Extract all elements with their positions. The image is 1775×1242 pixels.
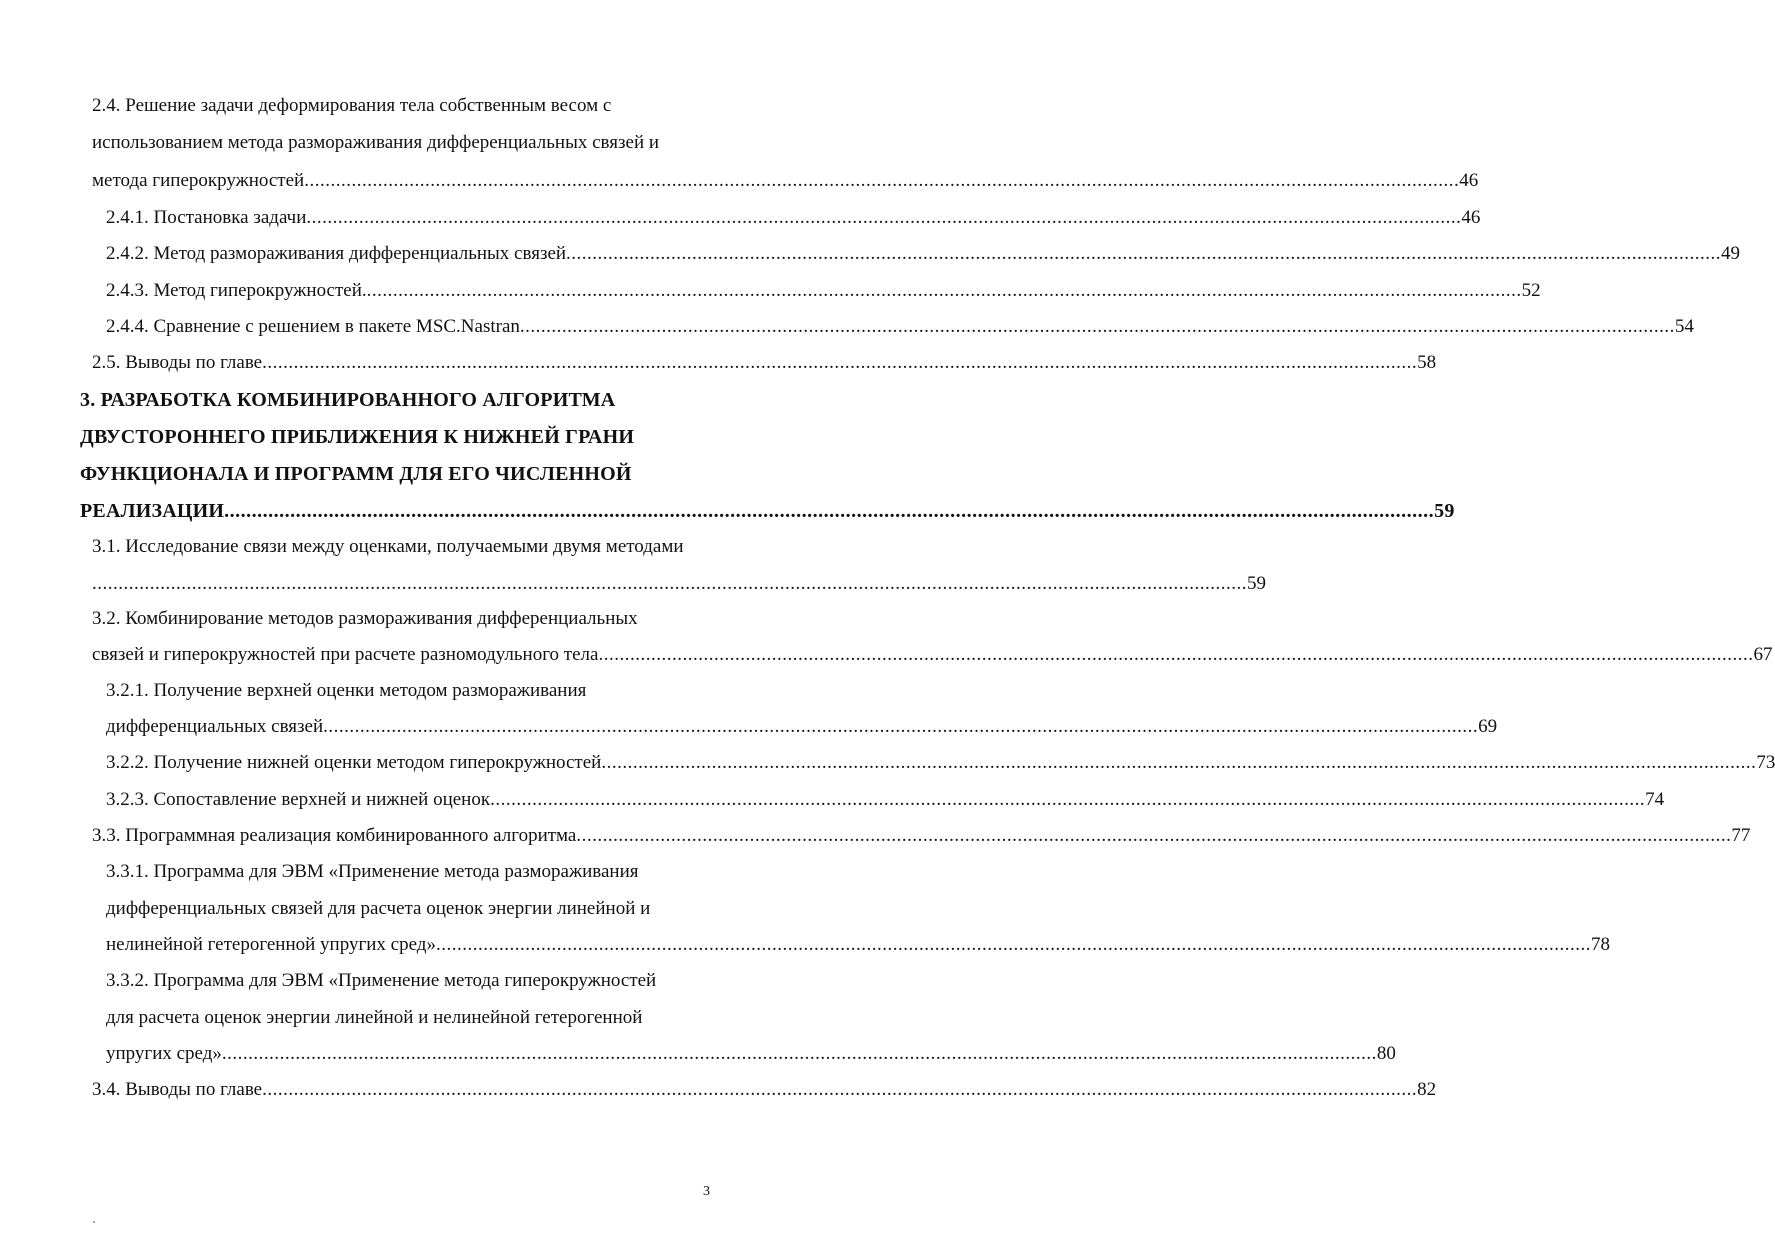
toc-entry-3-1-line1 [0,529,798,565]
toc-chapter-3-line1 [0,382,798,418]
dot-leader: ............................................................................................................................................................................................................................ [601,752,1757,773]
toc-entry-text: 3.2.1. Получение верхней оценки методом размораживания [106,680,587,701]
toc-entry-text: 2.4.1. Постановка задачи [106,207,307,228]
toc-entry-text: использованием метода размораживания дифференциальных связей и [92,132,660,153]
toc-entry-3-3-2-line1 [0,963,798,999]
toc-entry-text: дифференциальных связей для расчета оценок энергии линейной и [106,898,651,919]
toc-page-number: 52 [1521,280,1541,301]
dot-leader: ............................................................................................................................................................................................................................ [366,280,1522,301]
toc-entry-text: нелинейной гетерогенной упругих сред» [106,934,436,955]
toc-page-number: 77 [1731,825,1751,846]
scan-speck [93,1221,95,1223]
toc-page-number: 49 [1721,243,1741,264]
toc-entry-text: 2.4.4. Сравнение с решением в пакете MSC.Nastran [106,316,520,337]
toc-entry-3-3-2-line3[interactable] [0,1036,1396,1072]
toc-entry-3-3-1-line1 [0,854,798,890]
toc-entry-text: связей и гиперокружностей при расчете разномодульного тела [92,644,599,665]
toc-entry-3-2-3[interactable] [0,782,1665,818]
dot-leader: ............................................................................................................................................................................................................................ [262,352,1418,373]
toc-entry-text: 3.4. Выводы по главе [92,1079,263,1100]
toc-entry-text: 3.2.2. Получение нижней оценки методом гиперокружностей [106,752,602,773]
toc-entry-3-2-line2[interactable] [0,637,1773,673]
chapter-title: РЕАЛИЗАЦИИ [80,500,225,522]
toc-entry-3-1-line2[interactable] [0,566,1266,602]
toc-page-number: 54 [1674,316,1694,337]
toc-entry-3-3-1-line3[interactable] [0,927,1610,963]
toc-entry-2-4-line2 [0,125,798,161]
toc-entry-text: 3.3. Программная реализация комбинированного алгоритма [92,825,577,846]
dot-leader: ............................................................................................................................................................................................................................ [323,716,1479,737]
toc-page-number: 46 [1461,207,1481,228]
toc-chapter-3-line3 [0,456,798,492]
toc-entry-3-2-1-line2[interactable] [0,709,1498,745]
toc-entry-3-2-2[interactable] [0,745,1775,781]
chapter-title: ФУНКЦИОНАЛА И ПРОГРАММ ДЛЯ ЕГО ЧИСЛЕННОЙ [80,463,632,485]
toc-page-number: 80 [1376,1043,1396,1064]
toc-entry-text: 2.5. Выводы по главе [92,352,263,373]
toc-entry-2-4-4[interactable] [0,309,1694,345]
toc-entry-text: упругих сред» [106,1043,222,1064]
toc-entry-text: 3.3.1. Программа для ЭВМ «Применение метода размораживания [106,861,639,882]
toc-page-number: 59 [1247,573,1266,594]
toc-page-number: 74 [1645,789,1665,810]
dot-leader: ............................................................................................................................................................................................................................ [566,243,1722,264]
dot-leader: ............................................................................................................................................................................................................................ [490,789,1646,810]
toc-entry-text: 2.4.3. Метод гиперокружностей. [106,280,367,301]
toc-entry-text: 3.2. Комбинирование методов размораживания дифференциальных [92,608,638,629]
dot-leader: ............................................................................................................................................................................................................................ [576,825,1732,846]
toc-entry-3-3-2-line2 [0,1000,798,1036]
toc-page-number: 82 [1417,1079,1437,1100]
toc-entry-text: 2.4.2. Метод размораживания дифференциальных связей [106,243,567,264]
toc-entry-2-5[interactable] [0,345,1437,381]
dot-leader: ............................................................................................................................................................................................................................ [519,316,1675,337]
chapter-title: ДВУСТОРОННЕГО ПРИБЛИЖЕНИЯ К НИЖНЕЙ ГРАНИ [80,426,635,448]
toc-entry-2-4-line3[interactable] [0,163,1479,199]
toc-entry-3-4[interactable] [0,1072,1437,1108]
toc-entry-3-3[interactable] [0,818,1751,854]
toc-page-number: 46 [1459,170,1479,191]
toc-entry-2-4-2[interactable] [0,236,1741,272]
toc-entry-text: 3.3.2. Программа для ЭВМ «Применение метода гиперокружностей [106,970,657,991]
toc-entry-3-3-1-line2 [0,891,798,927]
toc-chapter-3-line2 [0,419,798,455]
dot-leader: ............................................................................................................................................................................................................................ [598,644,1754,665]
toc-entry-text: 2.4. Решение задачи деформирования тела собственным весом с [92,95,612,116]
toc-entry-3-2-1-line1 [0,673,798,709]
toc-page-number: 67 [1753,644,1773,665]
toc-entry-2-4-1[interactable] [0,200,1481,236]
toc-entry-3-2-line1 [0,601,798,637]
dot-leader: ............................................................................................................................................................................................................................ [221,1043,1377,1064]
toc-entry-text: для расчета оценок энергии линейной и нелинейной гетерогенной [106,1007,643,1028]
toc-entry-text: 3.1. Исследование связи между оценками, получаемыми двумя методами [92,536,684,557]
toc-entry-2-4-3[interactable] [0,273,1541,309]
dot-leader: ............................................................................................................................................................................................................................ [306,207,1462,228]
toc-page-number: 59 [1434,500,1455,522]
dot-leader: ............................................................................................................................................................................................................................ [304,170,1460,191]
toc-page-number: 58 [1417,352,1437,373]
toc-entry-text: 3.2.3. Сопоставление верхней и нижней оценок [106,789,491,810]
dot-leader: ............................................................................................................................................................................................................................ [92,573,1247,594]
toc-entry-text: метода гиперокружностей [92,170,305,191]
toc-entry-text: дифференциальных связей [106,716,324,737]
toc-page-number: 78 [1590,934,1610,955]
toc-page-number: 69 [1478,716,1498,737]
toc-chapter-3-line4[interactable] [0,493,1455,529]
dot-leader: ............................................................................................................................................................................................................................ [262,1079,1418,1100]
toc-page-number: 73 [1756,752,1775,773]
dot-leader: ............................................................................................................................................................................................................................ [224,500,1435,522]
chapter-title: 3. РАЗРАБОТКА КОМБИНИРОВАННОГО АЛГОРИТМА [80,389,616,411]
toc-entry-2-4-line1 [0,88,798,124]
page-number: 3 [703,1184,710,1199]
dot-leader: ............................................................................................................................................................................................................................ [435,934,1591,955]
